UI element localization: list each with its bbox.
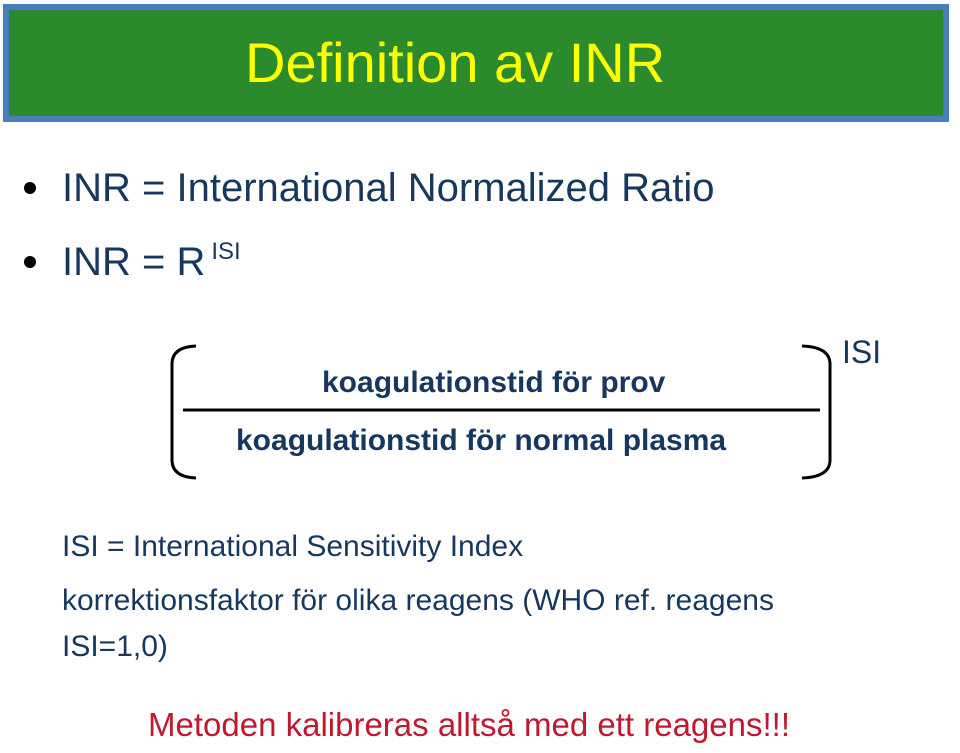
fraction-denominator: koagulationstid för normal plasma — [236, 424, 727, 457]
isi-superscript: ISI — [211, 238, 241, 265]
bullet-text: INR = R $^{ISI}$ — [62, 238, 241, 284]
right-bracket — [802, 346, 830, 478]
bullet-text: INR = International Normalized Ratio — [62, 166, 715, 210]
isi-value-line: ISI=1,0) — [62, 630, 168, 663]
correction-factor-line: korrektionsfaktor för olika reagens (WHO ref. reagens — [62, 584, 774, 617]
fraction-numerator: koagulationstid för prov — [322, 366, 666, 399]
calibration-note: Metoden kalibreras alltså med ett reagens!!! — [148, 706, 791, 743]
isi-definition-line: ISI = International Sensitivity Index — [62, 530, 524, 563]
slide-title: Definition av INR — [245, 31, 666, 94]
left-bracket — [172, 346, 196, 478]
formula-exponent: ISI — [842, 334, 882, 370]
